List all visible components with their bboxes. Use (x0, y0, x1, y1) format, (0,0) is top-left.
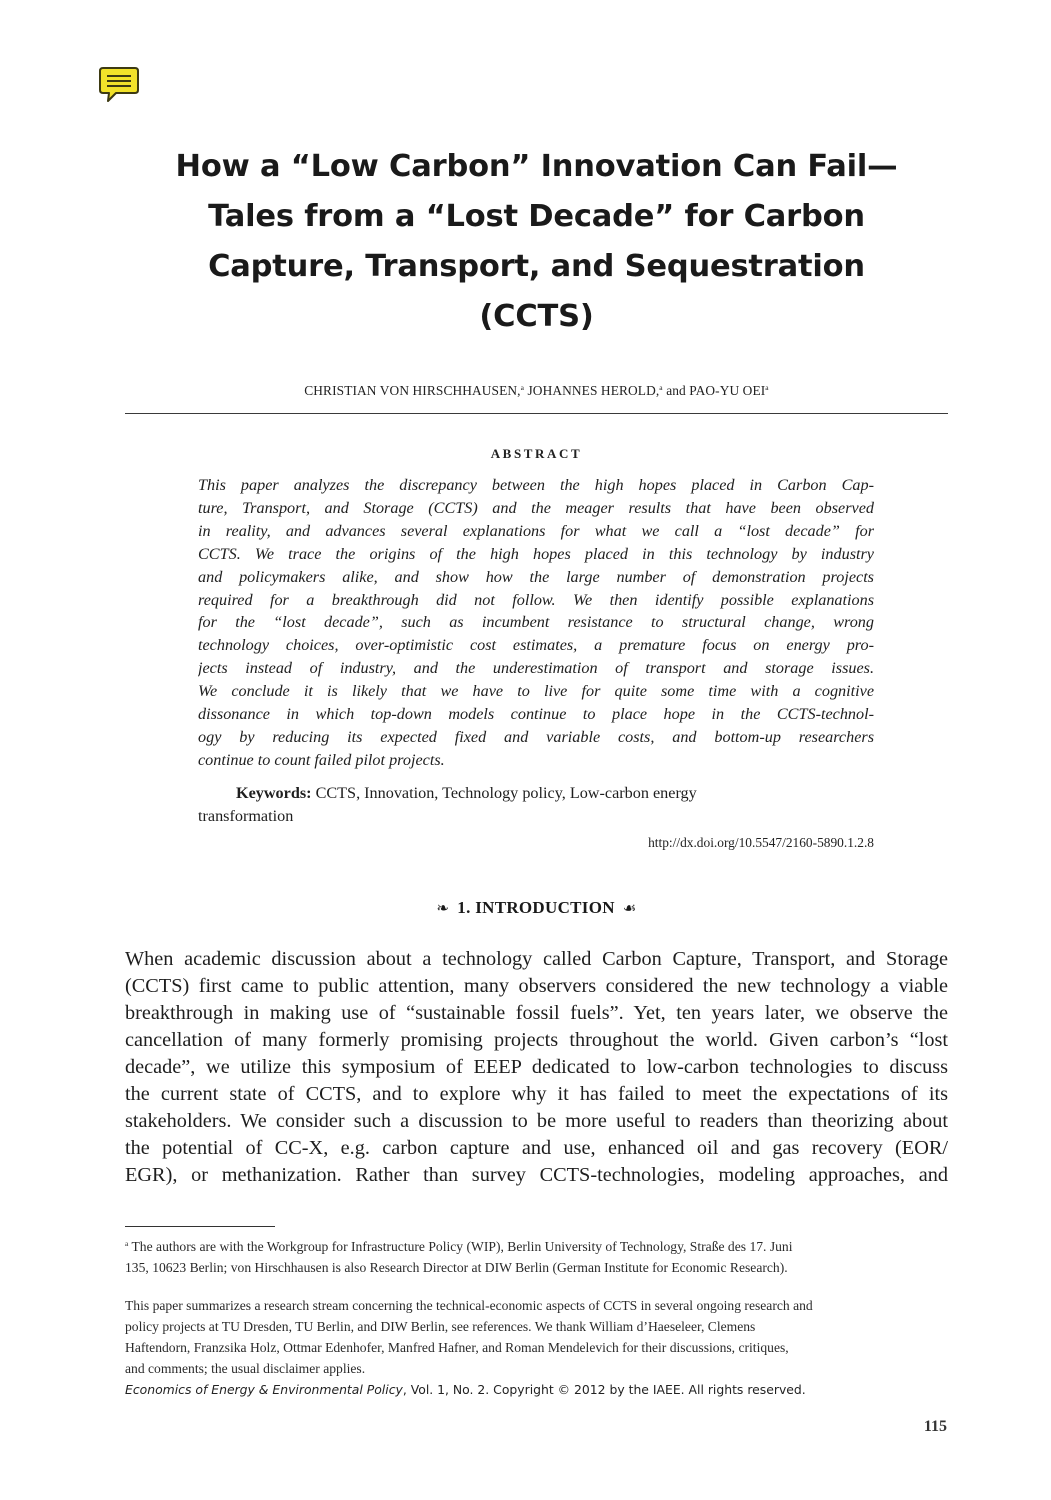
footnote-line: The authors are with the Workgroup for Infrastructure Policy (WIP), Berlin University of Technology, Straße des 17. Juni (131, 1239, 793, 1254)
page-number: 115 (923, 1418, 947, 1435)
abstract-heading: ABSTRACT (490, 446, 583, 461)
introduction-body (125, 946, 948, 1189)
footnote-acknowledgements (125, 1295, 948, 1379)
footnote-line: This paper summarizes a research stream concerning the technical-economic aspects of CCTS in several ongoing research and (125, 1298, 813, 1313)
keywords-label: Keywords: (236, 784, 312, 802)
author-name: PAO-YU OEI (689, 383, 766, 398)
journal-copyright: , Vol. 1, No. 2. Copyright © 2012 by the IAEE. All rights reserved. (402, 1382, 806, 1397)
body-line: cancellation of many formerly promising projects throughout the world. Given carbon’s “lost (125, 1029, 948, 1051)
abstract-line: dissonance in which top-down models continue to place hope in the CCTS-technol- (198, 705, 874, 724)
affiliation-mark: a (520, 383, 525, 392)
footnote-divider (125, 1226, 275, 1227)
section-heading (125, 898, 948, 918)
affiliation-mark: a (659, 383, 663, 392)
footnote-line: policy projects at TU Dresden, TU Berlin, and DIW Berlin, see references. We thank William d’Haeseleer, Clemens (125, 1319, 756, 1334)
abstract-line: required for a breakthrough did not follow. We then identify possible explanations (198, 590, 874, 609)
author-name: CHRISTIAN VON HIRSCHHAUSEN, (304, 383, 521, 398)
journal-citation (125, 1382, 948, 1397)
paper-title (125, 142, 948, 342)
abstract-line: ogy by reducing its expected fixed and variable costs, and bottom-up researchers (198, 727, 874, 746)
body-line: decade”, we utilize this symposium of EEEP dedicated to low-carbon technologies to discuss (125, 1056, 948, 1078)
abstract-line: ture, Transport, and Storage (CCTS) and the meager results that have been observed (198, 498, 874, 517)
title-line: Tales from a “Lost Decade” for Carbon (208, 199, 865, 234)
abstract-text (198, 474, 874, 772)
doi-link[interactable]: http://dx.doi.org/10.5547/2160-5890.1.2.8 (648, 835, 874, 850)
right-ornament-icon: ☙ (622, 901, 637, 917)
author-list (125, 383, 948, 399)
keywords-text: CCTS, Innovation, Technology policy, Low-carbon energy (315, 784, 697, 802)
abstract-line: for the “lost decade”, such as incumbent resistance to structural change, wrong (198, 613, 874, 632)
abstract-line: We conclude it is likely that we have to live for quite some time with a cognitive (198, 682, 874, 701)
abstract-line: continue to count failed pilot projects. (198, 750, 445, 769)
title-line: (CCTS) (479, 299, 594, 334)
journal-name: Economics of Energy & Environmental Policy (125, 1382, 403, 1397)
abstract-line: This paper analyzes the discrepancy between the high hopes placed in Carbon Cap- (198, 476, 874, 494)
abstract-line: technology choices, over-optimistic cost estimates, a premature focus on energy pro- (198, 636, 874, 655)
footnote-affiliation (125, 1233, 948, 1278)
left-ornament-icon: ❧ (436, 901, 450, 917)
header-divider (125, 413, 948, 414)
section-title: 1. INTRODUCTION (457, 898, 615, 917)
abstract-line: CCTS. We trace the origins of the high hopes placed in this technology by industry (198, 544, 874, 563)
body-line: the potential of CC-X, e.g. carbon capture and use, enhanced oil and gas recovery (EOR/ (125, 1137, 948, 1159)
body-line: When academic discussion about a technology called Carbon Capture, Transport, and Storage (125, 948, 948, 970)
abstract-line: jects instead of industry, and the underestimation of transport and storage issues. (198, 659, 874, 678)
abstract-line: and policymakers alike, and show how the large number of demonstration projects (198, 567, 874, 586)
body-line: breakthrough in making use of “sustainable fossil fuels”. Yet, ten years later, we observe the (125, 1002, 948, 1024)
body-line: EGR), or methanization. Rather than survey CCTS-technologies, modeling approaches, and (125, 1164, 948, 1186)
body-line: (CCTS) first came to public attention, many observers considered the new technology a viable (125, 975, 948, 997)
keywords-text: transformation (198, 806, 294, 825)
footnote-line: Haftendorn, Franzsika Holz, Ottmar Edenhofer, Manfred Hafner, and Roman Mendelevich for their discussions, critiques, (125, 1340, 789, 1355)
author-conjunction: and (666, 383, 686, 398)
affiliation-mark: a (765, 383, 769, 392)
footnote-mark: a (125, 1239, 129, 1248)
body-line: stakeholders. We consider such a discussion to be more useful to readers than theorizing about (125, 1110, 948, 1132)
abstract-line: in reality, and advances several explanations for what we call a “lost decade” for (198, 521, 874, 540)
body-line: the current state of CCTS, and to explore why it has failed to meet the expectations of its (125, 1083, 948, 1105)
title-line: Capture, Transport, and Sequestration (208, 249, 865, 284)
author-name: JOHANNES HEROLD, (527, 383, 660, 398)
sticky-note-icon[interactable] (98, 66, 140, 104)
keywords (198, 782, 874, 828)
footnote-line: and comments; the usual disclaimer applies. (125, 1361, 366, 1376)
footnote-line: 135, 10623 Berlin; von Hirschhausen is also Research Director at DIW Berlin (German Institute for Economic Research). (125, 1260, 788, 1275)
title-line: How a “Low Carbon” Innovation Can Fail— (175, 149, 898, 184)
